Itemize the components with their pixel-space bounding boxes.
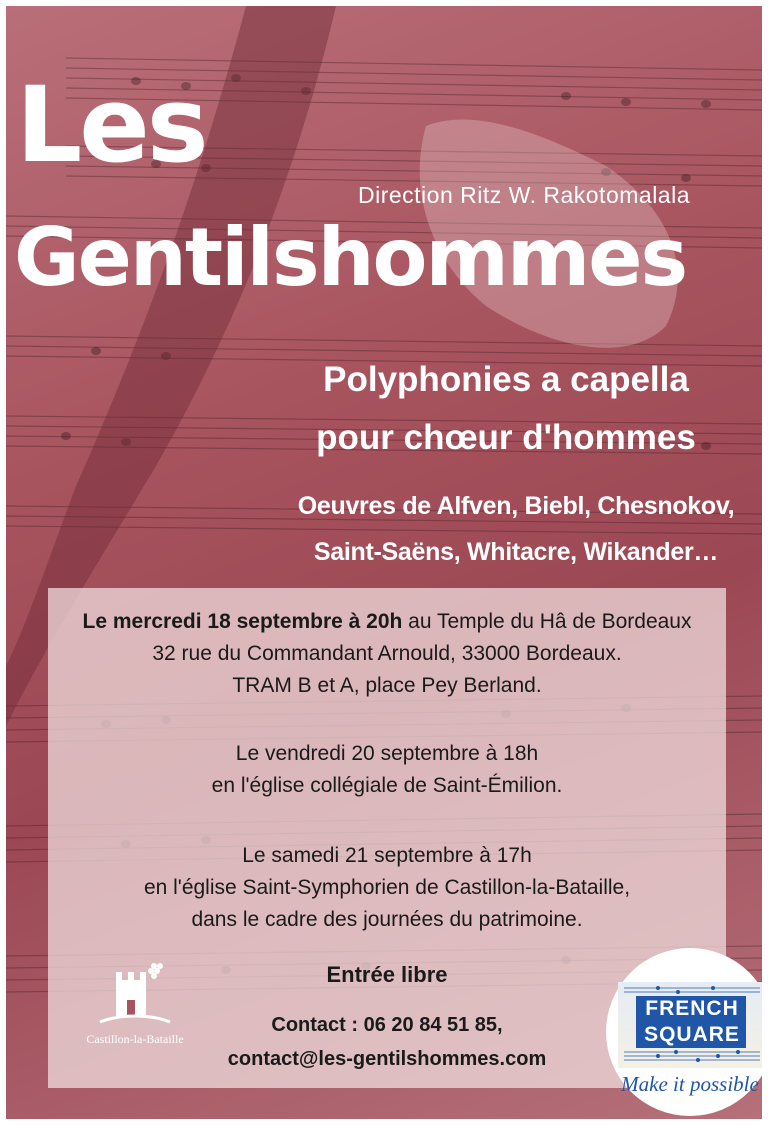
castillon-logo — [70, 958, 200, 1048]
subtitle-line-2: pour chœur d'hommes — [316, 418, 696, 457]
concert-3-note: dans le cadre des journées du patrimoine. — [191, 908, 583, 931]
concert-3-date: Le samedi 21 septembre à 17h — [242, 844, 532, 867]
french-square-logo — [606, 948, 762, 1116]
concert-3-place: en l'église Saint-Symphorien de Castillon-la-Bataille, — [143, 876, 631, 899]
concert-2-date: Le vendredi 20 septembre à 18h — [235, 742, 539, 765]
concert-1-place: au Temple du Hâ de Bordeaux — [402, 610, 692, 633]
concert-poster — [6, 6, 762, 1119]
works-line-1: Oeuvres de Alfven, Biebl, Chesnokov, — [297, 492, 735, 520]
director-credit: Direction Ritz W. Rakotomalala — [358, 182, 690, 208]
contact-email[interactable]: contact@les-gentilshommes.com — [227, 1048, 547, 1070]
castillon-label: Castillon-la-Bataille — [86, 1032, 184, 1046]
french-square-word-1: FRENCH — [645, 997, 739, 1020]
concert-1-transport: TRAM B et A, place Pey Berland. — [232, 674, 542, 697]
french-square-word-2: SQUARE — [644, 1023, 740, 1046]
concert-1-date: Le mercredi 18 septembre à 20h — [82, 610, 403, 633]
french-square-tagline: Make it possible — [621, 1072, 759, 1096]
concert-1-heading — [48, 610, 726, 634]
free-entry: Entrée libre — [326, 962, 448, 987]
contact-phone: Contact : 06 20 84 51 85, — [271, 1014, 503, 1036]
castle-icon — [70, 958, 200, 1032]
concert-1-address: 32 rue du Commandant Arnould, 33000 Bordeaux. — [152, 642, 622, 665]
title-les: Les — [16, 64, 206, 186]
works-line-2: Saint-Saëns, Whitacre, Wikander… — [313, 538, 719, 566]
subtitle-line-1: Polyphonies a capella — [323, 360, 689, 399]
concert-2-place: en l'église collégiale de Saint-Émilion. — [211, 774, 563, 797]
title-gentilshommes: Gentilshommes — [14, 211, 687, 304]
